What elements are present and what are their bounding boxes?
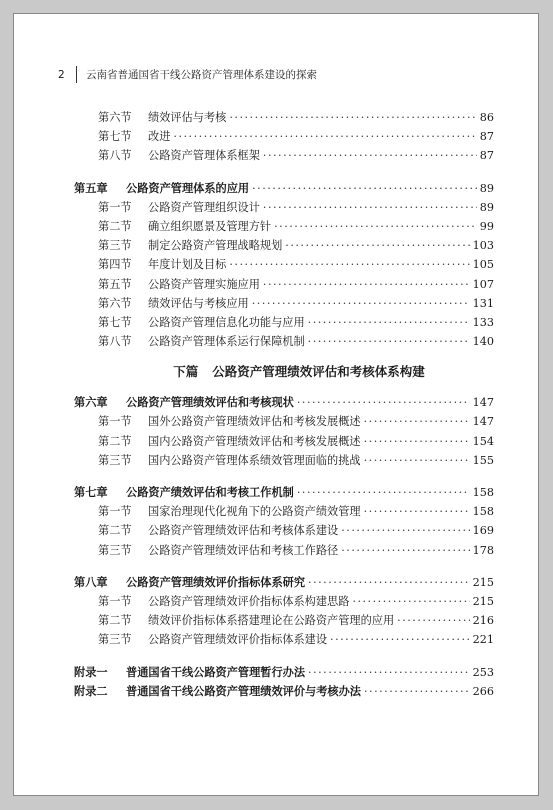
page-ref: 147 [472, 396, 494, 410]
dot-leader [252, 182, 477, 195]
section-label: 第二节 [98, 219, 132, 233]
toc-entry-section[interactable] [74, 109, 494, 128]
page-ref: 87 [479, 130, 494, 144]
section-title: 绩效评估与考核应用 [148, 296, 249, 310]
section-title: 公路资产管理绩效评估和考核工作路径 [148, 543, 339, 557]
section-title: 年度计划及目标 [148, 258, 227, 272]
section-label: 第六节 [98, 111, 132, 124]
page-ref: 155 [472, 453, 494, 467]
chapter-label: 第八章 [74, 575, 108, 589]
toc-entry-section[interactable] [74, 631, 494, 650]
page-ref: 215 [472, 575, 494, 589]
page-ref: 266 [472, 684, 494, 698]
toc-entry-section[interactable] [74, 522, 494, 541]
section-label: 第三节 [98, 633, 132, 647]
appendix-title: 普通国省干线公路资产管理暂行办法 [126, 665, 306, 679]
dot-leader [364, 505, 470, 518]
table-of-contents [74, 109, 494, 702]
page-ref: 216 [472, 614, 494, 628]
toc-entry-section[interactable] [74, 199, 494, 218]
section-title: 绩效评估与考核 [148, 111, 227, 124]
section-label: 第七节 [98, 315, 132, 329]
chapter-title: 公路资产管理体系的应用 [126, 181, 250, 195]
page-ref: 169 [472, 524, 494, 538]
section-label: 第三节 [98, 543, 132, 557]
toc-entry-section[interactable] [74, 256, 494, 275]
section-title: 绩效评价指标体系搭建理论在公路资产管理的应用 [148, 614, 395, 628]
section-label: 第三节 [98, 239, 132, 253]
dot-leader [297, 396, 470, 409]
section-title: 公路资产管理信息化功能与应用 [148, 315, 305, 329]
dot-leader [229, 258, 469, 271]
part-heading [74, 361, 494, 385]
part-title: 公路资产管理绩效评估和考核体系构建 [212, 364, 425, 380]
toc-entry-section[interactable] [74, 237, 494, 256]
chapter-label: 第六章 [74, 396, 108, 410]
dot-leader [364, 415, 470, 428]
toc-entry-section[interactable] [74, 413, 494, 432]
chapter-label: 第七章 [74, 486, 108, 499]
section-title: 公路资产管理实施应用 [148, 277, 260, 291]
section-label: 第二节 [98, 434, 132, 448]
page-ref: 89 [479, 200, 494, 214]
section-label: 第三节 [98, 453, 132, 467]
page-ref: 140 [472, 335, 494, 349]
appendix-title: 普通国省干线公路资产管理绩效评价与考核办法 [126, 684, 361, 698]
page-ref: 133 [472, 315, 494, 329]
book-page [13, 13, 539, 796]
page-ref: 87 [479, 149, 494, 163]
section-title: 国内公路资产管理体系绩效管理面临的挑战 [148, 453, 361, 467]
toc-entry-chapter-6[interactable] [74, 394, 494, 413]
toc-entry-section[interactable] [74, 276, 494, 295]
section-title: 公路资产管理绩效评估和考核体系建设 [148, 524, 339, 538]
section-title: 国外公路资产管理绩效评估和考核发展概述 [148, 415, 361, 429]
section-title: 公路资产管理绩效评价指标体系建设 [148, 633, 328, 647]
toc-entry-section[interactable] [74, 333, 494, 352]
dot-leader [364, 685, 470, 698]
section-label: 第二节 [98, 524, 132, 538]
dot-leader [173, 130, 476, 143]
page-ref: 215 [472, 594, 494, 608]
toc-entry-section[interactable] [74, 593, 494, 612]
toc-entry-chapter-7[interactable] [74, 484, 494, 503]
page-ref: 253 [472, 665, 494, 679]
page-ref: 105 [472, 258, 494, 272]
appendix-label: 附录二 [74, 684, 108, 698]
dot-leader [285, 239, 469, 252]
toc-entry-section[interactable] [74, 542, 494, 561]
page-ref: 99 [479, 219, 494, 233]
section-label: 第八节 [98, 335, 132, 349]
chapter-title: 公路资产绩效评估和考核工作机制 [126, 486, 294, 499]
dot-leader [397, 614, 470, 627]
toc-entry-section[interactable] [74, 503, 494, 522]
toc-entry-appendix-2[interactable] [74, 683, 494, 702]
chapter-label: 第五章 [74, 181, 108, 195]
toc-entry-section[interactable] [74, 612, 494, 631]
running-head-divider [76, 66, 77, 83]
section-label: 第六节 [98, 296, 132, 310]
page-ref: 147 [472, 415, 494, 429]
page-ref: 158 [472, 486, 494, 499]
toc-entry-section[interactable] [74, 128, 494, 147]
chapter-title: 公路资产管理绩效评价指标体系研究 [126, 575, 306, 589]
running-head-title: 云南省普通国省干线公路资产管理体系建设的探索 [86, 69, 317, 81]
section-label: 第八节 [98, 149, 132, 163]
dot-leader [297, 486, 470, 499]
page-ref: 154 [472, 434, 494, 448]
page-ref: 103 [472, 239, 494, 253]
running-head [58, 66, 317, 83]
dot-leader [330, 633, 470, 646]
toc-entry-chapter-8[interactable] [74, 574, 494, 593]
dot-leader [263, 278, 470, 291]
page-ref: 178 [472, 543, 494, 557]
section-title: 改进 [148, 130, 171, 144]
page-ref: 131 [472, 296, 494, 310]
page-number: 2 [58, 68, 65, 81]
dot-leader [229, 111, 476, 124]
section-title: 公路资产管理组织设计 [148, 200, 260, 214]
dot-leader [308, 335, 470, 348]
section-title: 制定公路资产管理战略规划 [148, 239, 283, 253]
toc-entry-section[interactable] [74, 295, 494, 314]
section-label: 第一节 [98, 200, 132, 214]
page-ref: 221 [472, 633, 494, 647]
section-label: 第二节 [98, 614, 132, 628]
dot-leader [308, 576, 470, 589]
section-title: 国内公路资产管理绩效评估和考核发展概述 [148, 434, 361, 448]
toc-entry-appendix-1[interactable] [74, 664, 494, 683]
section-title: 公路资产管理绩效评价指标体系构建思路 [148, 594, 350, 608]
toc-entry-section[interactable] [74, 433, 494, 452]
dot-leader [252, 297, 470, 310]
dot-leader [263, 149, 477, 162]
chapter-title: 公路资产管理绩效评估和考核现状 [126, 396, 294, 410]
dot-leader [341, 524, 469, 537]
dot-leader [364, 454, 470, 467]
page-ref: 86 [479, 111, 494, 124]
part-label: 下篇 [173, 364, 199, 380]
section-label: 第四节 [98, 258, 132, 272]
section-title: 国家治理现代化视角下的公路资产绩效管理 [148, 505, 361, 519]
toc-entry-section[interactable] [74, 314, 494, 333]
page-ref: 158 [472, 505, 494, 519]
section-title: 公路资产管理体系框架 [148, 149, 260, 163]
page-ref: 107 [472, 277, 494, 291]
section-title: 确立组织愿景及管理方针 [148, 219, 272, 233]
dot-leader [364, 435, 470, 448]
toc-entry-chapter-5[interactable] [74, 180, 494, 199]
dot-leader [341, 544, 469, 557]
section-label: 第五节 [98, 277, 132, 291]
appendix-label: 附录一 [74, 665, 108, 679]
toc-entry-section[interactable] [74, 147, 494, 166]
section-title: 公路资产管理体系运行保障机制 [148, 335, 305, 349]
toc-entry-section[interactable] [74, 452, 494, 471]
dot-leader [352, 595, 469, 608]
section-label: 第一节 [98, 594, 132, 608]
dot-leader [308, 666, 470, 679]
page-ref: 89 [479, 181, 494, 195]
section-label: 第一节 [98, 415, 132, 429]
toc-entry-section[interactable] [74, 218, 494, 237]
section-label: 第七节 [98, 130, 132, 144]
dot-leader [263, 201, 477, 214]
dot-leader [308, 316, 470, 329]
dot-leader [274, 220, 477, 233]
section-label: 第一节 [98, 505, 132, 519]
